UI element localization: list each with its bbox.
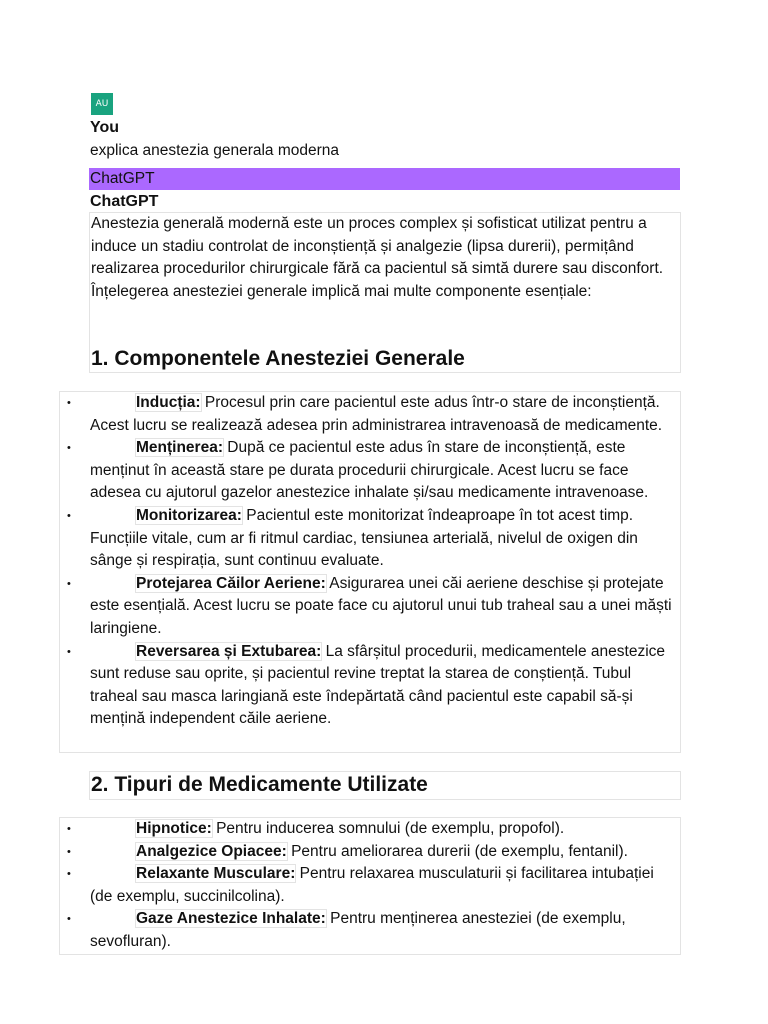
list-item-text: La sfârșitul procedurii, medicamentele anestezice sunt reduse sau oprite, și pacientul revine treptat la starea de conștiență. Tubul traheal sau masca laringiană este îndepărtată când pacientul este capabil să-și mențină independent căile aeriene. <box>90 642 666 728</box>
list-item <box>60 641 680 731</box>
list-item <box>60 573 680 641</box>
bullet-icon: • <box>67 509 71 522</box>
assistant-intro-block <box>89 212 681 373</box>
list-item-text: Pacientul este monitorizat îndeaproape în tot acest timp. Funcțiile vitale, cum ar fi ritmul cardiac, tensiunea arterială, nivelul de oxigen din sânge și respirația, sunt continuu evaluate. <box>90 506 638 570</box>
user-name-label: You <box>90 119 120 136</box>
section-2-heading: 2. Tipuri de Medicamente Utilizate <box>91 773 428 796</box>
user-message: explica anestezia generala moderna <box>90 142 340 159</box>
assistant-banner: ChatGPT <box>89 168 680 190</box>
section-2-heading-block <box>89 771 681 800</box>
list-item-text: Pentru inducerea somnului (de exemplu, propofol). <box>211 820 565 837</box>
bullet-icon: • <box>67 442 71 455</box>
list-item-term: Protejarea Căilor Aeriene: <box>136 574 326 592</box>
list-item-term: Relaxante Musculare: <box>136 865 296 883</box>
bullet-icon: • <box>67 868 71 881</box>
list-item-term: Inducția: <box>136 394 201 411</box>
list-item <box>60 437 680 505</box>
list-item-term: Gaze Anestezice Inhalate: <box>136 910 326 928</box>
bullet-icon: • <box>67 823 71 835</box>
bullet-icon: • <box>67 397 71 409</box>
list-item <box>60 863 680 908</box>
list-item-term: Reversarea și Extubarea: <box>136 642 322 660</box>
bullet-icon: • <box>67 913 71 926</box>
assistant-name-label: ChatGPT <box>90 193 159 210</box>
list-item <box>60 908 680 953</box>
list-item-text: Pentru menținerea anesteziei (de exemplu, sevofluran). <box>90 910 626 950</box>
assistant-intro-text: Anestezia generală modernă este un proces complex și sofisticat utilizat pentru a induce un stadiu controlat de inconștiență și analgezie (lipsa durerii), permițând realizarea procedurilor chirurgicale fără ca pacientul să simtă durere sau disconfort. Înțelegerea anesteziei generale implică mai multe componente esențiale: <box>91 215 664 300</box>
section-1-heading: 1. Componentele Anesteziei Generale <box>91 347 465 370</box>
list-item <box>60 841 680 864</box>
list-item-term: Menținerea: <box>136 439 223 457</box>
list-item-text: Pentru ameliorarea durerii (de exemplu, fentanil). <box>286 842 628 860</box>
list-item <box>60 818 680 841</box>
list-item-text: Procesul prin care pacientul este adus într-o stare de inconștiență. Acest lucru se realizează adesea prin administrarea intravenoasă de medicamente. <box>90 394 663 434</box>
list-item <box>60 505 680 573</box>
bullet-icon: • <box>67 645 71 658</box>
bullet-icon: • <box>67 577 71 590</box>
list-item-text: După ce pacientul este adus în stare de inconștiență, este menținut în această stare pe durata procedurii chirurgicale. Acest lucru se face adesea cu ajutorul gazelor anestezice inhalate și/sau medicamente intravenoase. <box>90 439 649 502</box>
user-avatar: AU <box>91 93 113 115</box>
section-2-list <box>59 817 681 955</box>
list-item-term: Hipnotice: <box>136 820 212 837</box>
list-item-text: Asigurarea unei căi aeriene deschise și protejate este esențială. Acest lucru se poate face cu ajutorul unui tub traheal sau a unei măști laringiene. <box>90 574 672 637</box>
list-item-term: Monitorizarea: <box>136 506 242 524</box>
list-item <box>60 392 680 437</box>
list-item-term: Analgezice Opiacee: <box>136 842 287 860</box>
bullet-icon: • <box>67 845 71 858</box>
section-1-list <box>59 391 681 753</box>
list-item-text: Pentru relaxarea musculaturii și facilitarea intubației (de exemplu, succinilcolina). <box>90 865 654 905</box>
